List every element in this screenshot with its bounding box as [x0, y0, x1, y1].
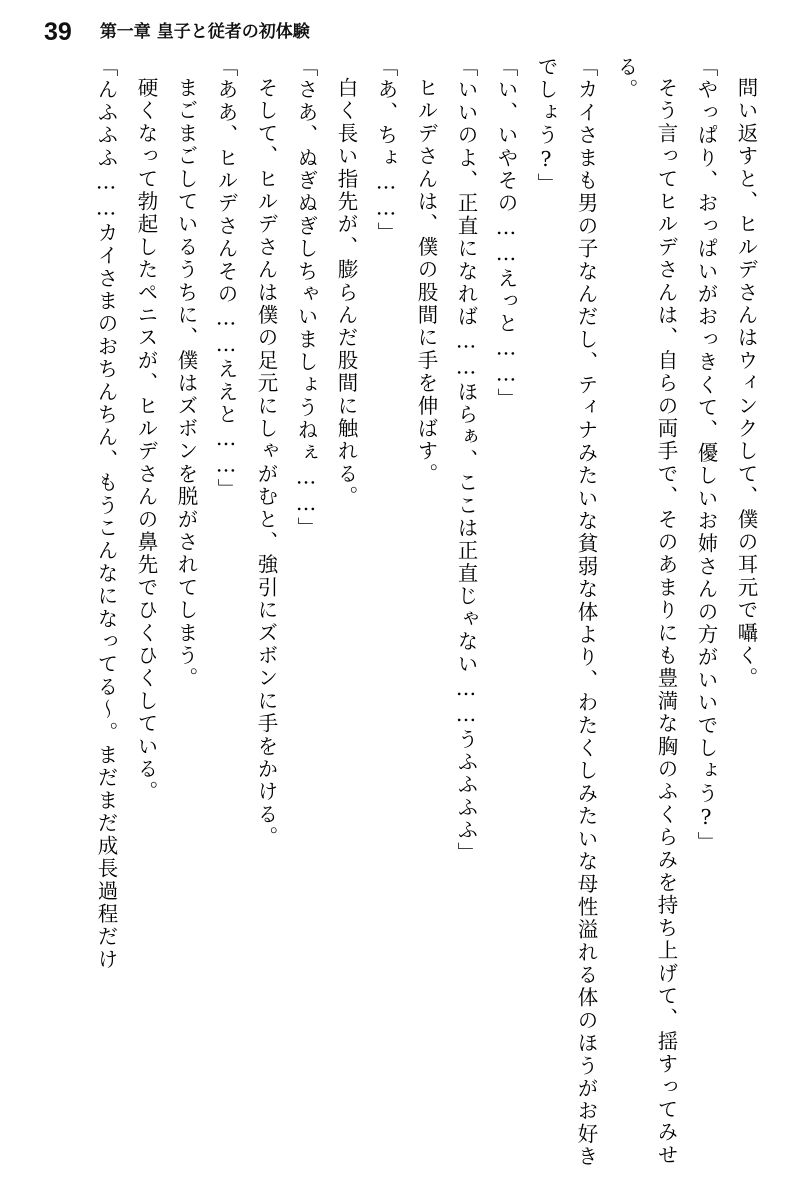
vertical-text-block: [36, 56, 766, 1184]
body-text-area: [36, 56, 766, 1186]
paragraph: 「やっぱり、おっぱいがおっきくて、優しいお姉さんの方がいいでしょう?」: [694, 56, 718, 854]
paragraph: 白く長い指先が、膨らんだ股間に触れる。: [334, 76, 358, 508]
paragraph: 問い返すと、ヒルデさんはウィンクして、僕の耳元で囁く。: [734, 76, 758, 690]
paragraph: そして、ヒルデさんは僕の足元にしゃがむと、強引にズボンに手をかける。: [254, 76, 278, 849]
paragraph: 硬くなって勃起したペニスが、ヒルデさんの鼻先でひくひくしている。: [134, 76, 158, 803]
running-head: [0, 10, 800, 54]
chapter-title: 第一章 皇子と従者の初体験: [99, 21, 310, 42]
paragraph: そう言ってヒルデさんは、自らの両手で、そのあまりにも豊満な胸のふくらみを持ち上げて、揺すってみせる。: [614, 56, 678, 1167]
paragraph: 「さあ、ぬぎぬぎしちゃいましょうねぇ……」: [294, 56, 318, 540]
paragraph: 「いいのよ、正直になれば……ほらぁ、ここは正直じゃない……うふふふふ」: [454, 56, 478, 865]
paragraph: 「ああ、ヒルデさんその……ええと……」: [214, 56, 238, 502]
paragraph: まごまごしているうちに、僕はズボンを脱がされてしまう。: [174, 76, 198, 690]
paragraph: 「あ、ちょ……」: [374, 56, 398, 245]
paragraph: 「い、いやその……えっと……」: [494, 56, 518, 411]
paragraph: ヒルデさんは、僕の股間に手を伸ばす。: [414, 76, 438, 486]
paragraph: 「んふふふ……カイさまのおちんちん、もうこんなになってる〜。まだまだ成長過程だけ: [94, 56, 118, 971]
page-number: 39: [44, 17, 72, 46]
paragraph: 「カイさまも男の子なんだし、ティナみたいな貧弱な体より、わたくしみたいな母性溢れる体のほうがお好きでしょう?」: [534, 56, 598, 1169]
